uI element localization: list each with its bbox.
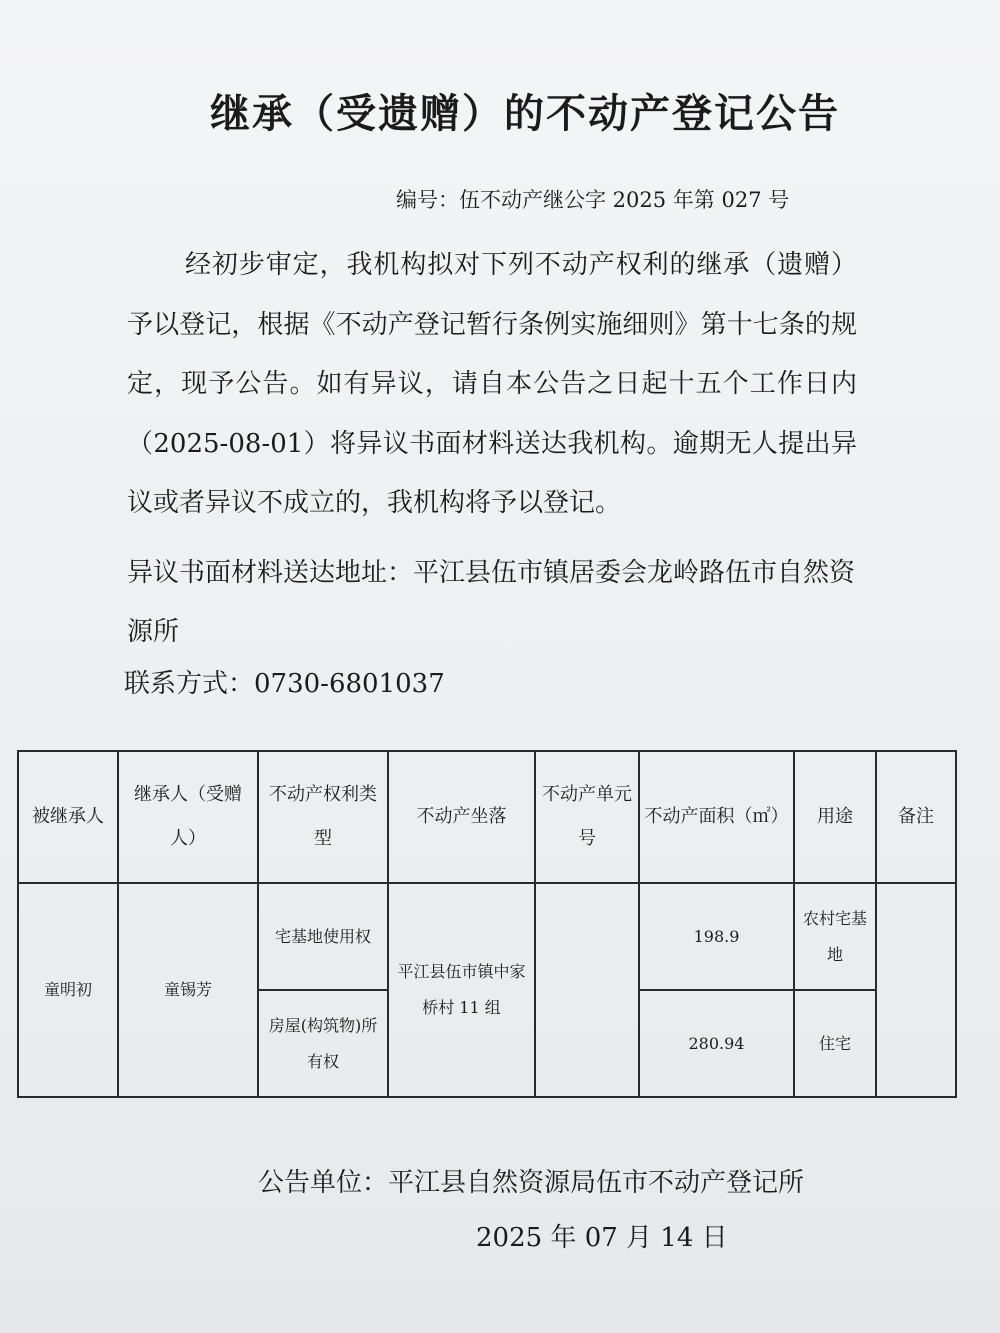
issue-date: 2025 年 07 月 14 日 (476, 1223, 728, 1253)
cell-heir: 童锡芳 (118, 883, 258, 1097)
objection-address: 异议书面材料送达地址：平江县伍市镇居委会龙岭路伍市自然资源所 (127, 558, 856, 647)
registration-table (17, 750, 957, 1098)
cell-unit-no (535, 883, 639, 1097)
header-decedent: 被继承人 (18, 751, 118, 883)
page-title: 继承（受遗赠）的不动产登记公告 (210, 90, 840, 137)
cell-usage: 住宅 (794, 990, 876, 1097)
cell-right-type: 房屋(构筑物)所有权 (258, 990, 388, 1097)
issuer: 公告单位：平江县自然资源局伍市不动产登记所 (258, 1168, 805, 1198)
cell-location: 平江县伍市镇中家桥村 11 组 (388, 883, 535, 1097)
contact-info: 联系方式：0730-6801037 (124, 669, 445, 699)
cell-remarks (876, 883, 956, 1097)
cell-right-type: 宅基地使用权 (258, 883, 388, 990)
table-header-row (18, 751, 956, 883)
header-unit-no: 不动产单元号 (535, 751, 639, 883)
cell-decedent: 童明初 (18, 883, 118, 1097)
notice-body (127, 236, 857, 534)
header-right-type: 不动产权利类型 (258, 751, 388, 883)
cell-area: 280.94 (639, 990, 794, 1097)
table-row (18, 883, 956, 990)
header-usage: 用途 (794, 751, 876, 883)
header-heir: 继承人（受赠人） (118, 751, 258, 883)
cell-usage: 农村宅基地 (794, 883, 876, 990)
header-area: 不动产面积（㎡） (639, 751, 794, 883)
cell-area: 198.9 (639, 883, 794, 990)
notice-paragraph: 经初步审定，我机构拟对下列不动产权利的继承（遗赠）予以登记，根据《不动产登记暂行条例实施细则》第十七条的规定，现予公告。如有异议，请自本公告之日起十五个工作日内（2025-08-01）将异议书面材料送达我机构。逾期无人提出异议或者异议不成立的，我机构将予以登记。 (127, 250, 857, 518)
header-remarks: 备注 (876, 751, 956, 883)
document-number: 编号：伍不动产继公字 2025 年第 027 号 (396, 188, 790, 212)
header-location: 不动产坐落 (388, 751, 535, 883)
